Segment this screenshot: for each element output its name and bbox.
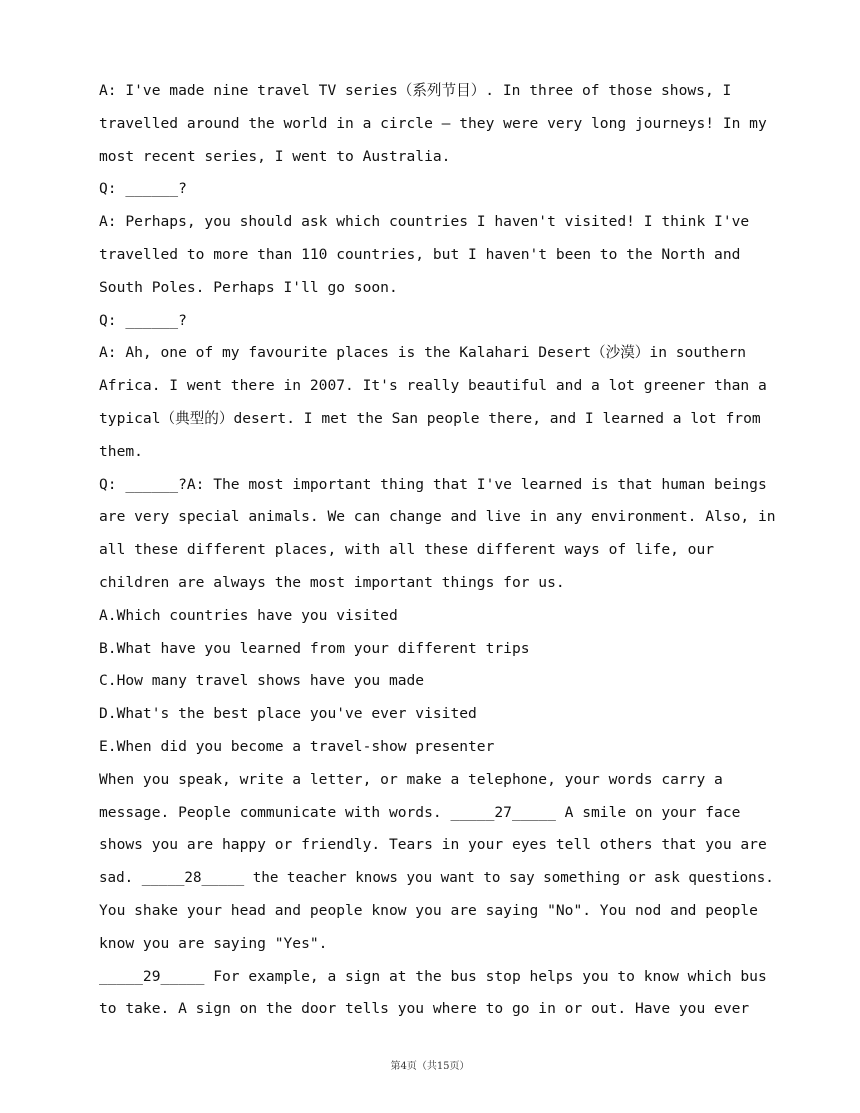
text-line: A: I've made nine travel TV series（系列节目）. In three of those shows, I bbox=[99, 82, 732, 99]
text-line: Q: ______? bbox=[99, 311, 187, 329]
text-line: A.Which countries have you visited bbox=[99, 606, 398, 624]
text-line: typical（典型的）desert. I met the San people there, and I learned a lot from bbox=[99, 409, 761, 427]
text-line: _____29_____ For example, a sign at the bus stop helps you to know which bus bbox=[99, 967, 767, 985]
text-line: Q: ______? bbox=[99, 180, 187, 198]
text-line: to take. A sign on the door tells you where to go in or out. Have you ever bbox=[99, 1000, 750, 1018]
text-line: all these different places, with all these different ways of life, our bbox=[99, 541, 715, 559]
text-line: shows you are happy or friendly. Tears in your eyes tell others that you are bbox=[99, 836, 767, 854]
text-line: travelled to more than 110 countries, but I haven't been to the North and bbox=[99, 245, 741, 263]
text-line: D.What's the best place you've ever visited bbox=[99, 705, 477, 723]
text-line: E.When did you become a travel-show presenter bbox=[99, 737, 495, 755]
document-body bbox=[99, 75, 779, 1026]
text-line: know you are saying "Yes". bbox=[99, 934, 328, 952]
text-line: A: Perhaps, you should ask which countries I haven't visited! I think I've bbox=[99, 213, 750, 231]
text-line: Africa. I went there in 2007. It's really beautiful and a lot greener than a bbox=[99, 377, 767, 395]
page-footer: 第4页（共15页） bbox=[390, 1061, 470, 1072]
text-line: children are always the most important things for us. bbox=[99, 573, 565, 591]
text-line: are very special animals. We can change and live in any environment. Also, in bbox=[99, 508, 776, 526]
text-line: When you speak, write a letter, or make a telephone, your words carry a bbox=[99, 770, 723, 788]
text-line: You shake your head and people know you are saying "No". You nod and people bbox=[99, 901, 758, 919]
text-line: message. People communicate with words. _____27_____ A smile on your face bbox=[99, 803, 741, 821]
text-line: most recent series, I went to Australia. bbox=[99, 147, 451, 165]
text-line: A: Ah, one of my favourite places is the Kalahari Desert（沙漠）in southern bbox=[99, 344, 747, 362]
text-line: B.What have you learned from your different trips bbox=[99, 639, 530, 657]
text-line: travelled around the world in a circle — they were very long journeys! In my bbox=[99, 114, 767, 132]
text-line: them. bbox=[99, 442, 143, 460]
text-line: South Poles. Perhaps I'll go soon. bbox=[99, 278, 398, 296]
text-line: sad. _____28_____ the teacher knows you want to say something or ask questions. bbox=[99, 870, 774, 887]
text-line: Q: ______?A: The most important thing that I've learned is that human beings bbox=[99, 475, 767, 493]
text-line: C.How many travel shows have you made bbox=[99, 672, 425, 690]
